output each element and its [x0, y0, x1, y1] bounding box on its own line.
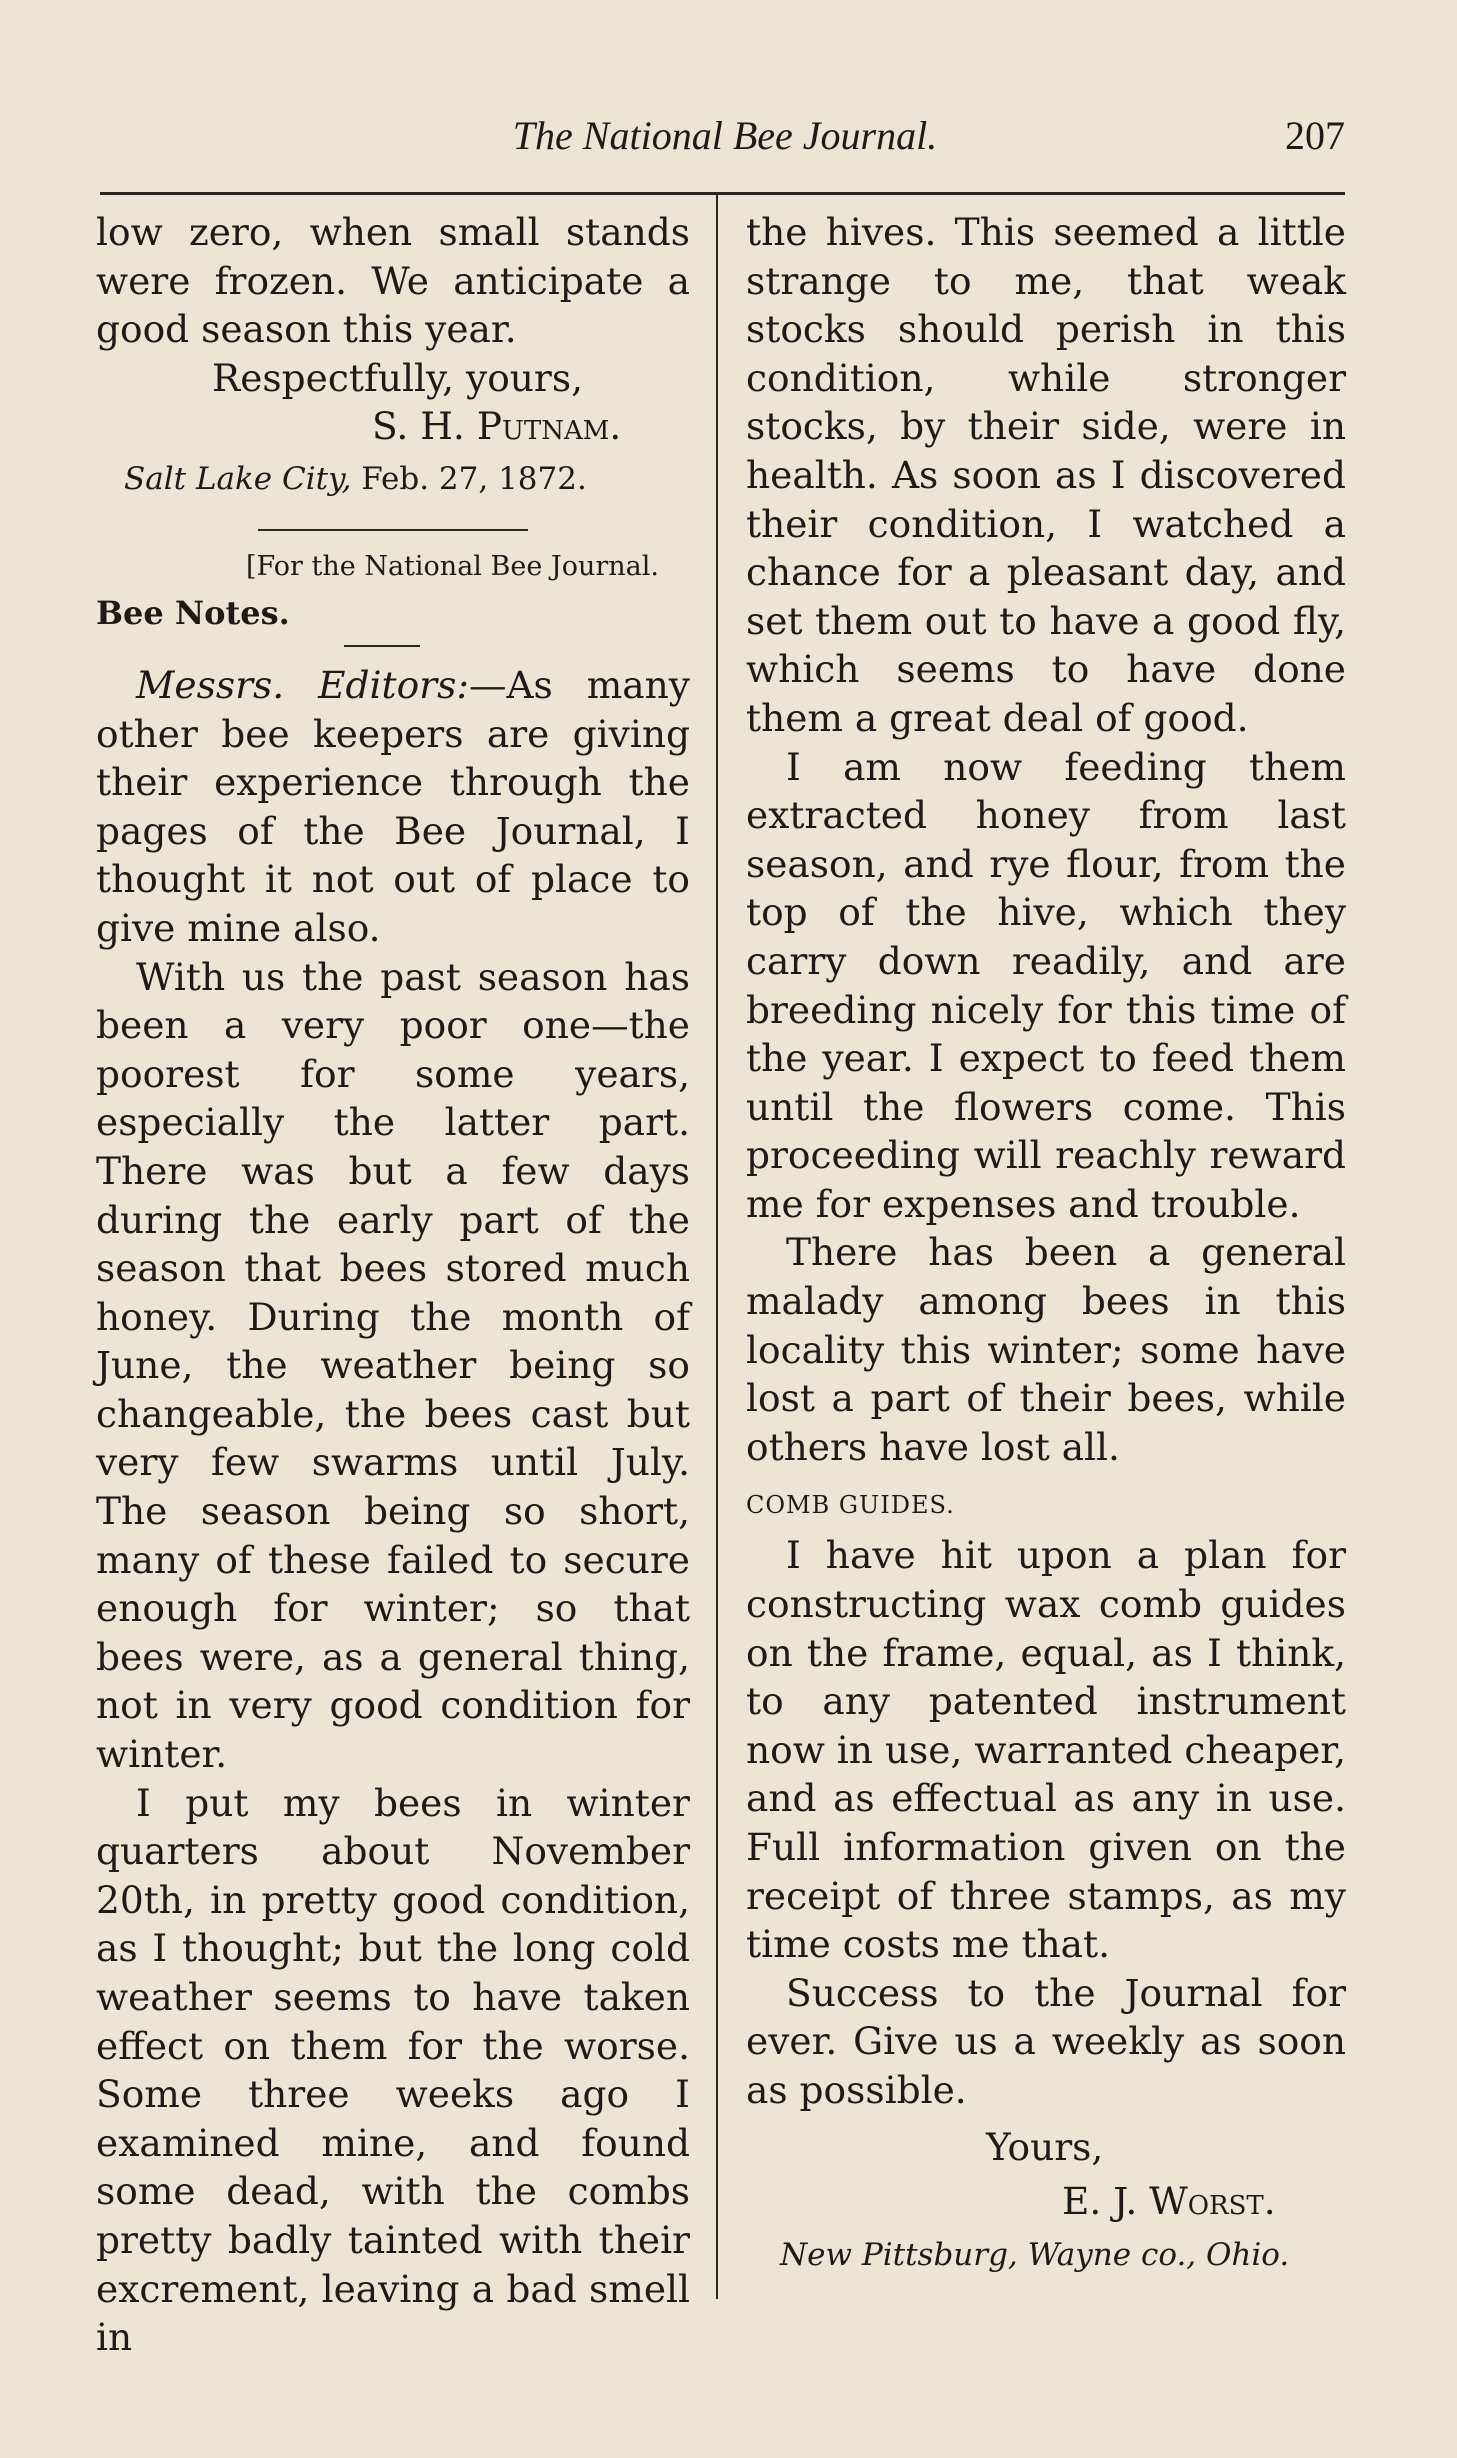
feeding-paragraph: I am now feeding them extracted honey from last season, and rye flour, from the top of the hive, which they carry down readily, and are breeding nicely for this time of the year. I expect to feed them until the flowers come. This proceeding will reachly reward me for expenses and trouble. [746, 744, 1346, 1226]
comb-guides-subheading: COMB GUIDES. [746, 1491, 955, 1520]
right-column [746, 208, 1346, 2278]
salutation: Messrs. Editors: [136, 662, 469, 707]
comb-guides-paragraph: I have hit upon a plan for constructing wax comb guides on the frame, equal, as I think, to any patented instrument now in use, warranted cheaper, and as effectual as any in use. Full information given on the receipt of three stamps, as my time costs me that. [746, 1533, 1346, 1967]
season-paragraph: With us the past season has been a very poor one—the poorest for some years, especially the latter part. There was but a few days during the early part of the season that bees stored much honey. During the month of June, the weather being so changeable, the bees cast but very few swarms until July. The season being so short, many of these failed to secure enough for winter; so that bees were, as a general thing, not in very good condition for winter. [96, 954, 690, 1777]
journal-title: The National Bee Journal. [512, 113, 938, 158]
page-number: 207 [1285, 113, 1345, 158]
letter-ending-paragraph: low zero, when small stands were frozen. We anticipate a good season this year. [96, 210, 690, 352]
dateline-place: Salt Lake City, [124, 460, 352, 497]
column-divider [716, 192, 718, 2299]
dateline-date: Feb. 27, 1872. [361, 460, 587, 497]
paragraph-text: —As many other bee keepers are giving their experience through the pages of the Bee Journal, I thought it not out of place to give mine also. [96, 662, 690, 950]
running-header [0, 108, 1457, 168]
header-rule [100, 192, 1345, 195]
article-heading: Bee Notes. [96, 593, 290, 632]
salutation-paragraph [96, 661, 690, 953]
section-divider [258, 529, 528, 531]
signature: E. J. Worst. [1062, 2179, 1276, 2224]
heading-rule [344, 645, 420, 647]
closing-line: Respectfully, yours, [212, 355, 584, 400]
closing-line: Yours, [986, 2124, 1104, 2169]
malady-paragraph: There has been a general malady among bees in this locality this winter; some have lost a part of their bees, while others have lost all. [746, 1230, 1346, 1469]
hives-paragraph: the hives. This seemed a little strange to me, that weak stocks should perish in this condition, while stronger stocks, by their side, were in health. As soon as I discovered their condition, I watched a chance for a pleasant day, and set them out to have a good fly, which seems to have done them a great deal of good. [746, 210, 1346, 740]
article-source: [For the National Bee Journal. [246, 550, 659, 582]
signature: S. H. Putnam. [372, 404, 622, 449]
dateline [96, 457, 690, 501]
success-paragraph: Success to the Journal for ever. Give us a weekly as soon as possible. [746, 1970, 1346, 2112]
winter-quarters-paragraph: I put my bees in winter quarters about November 20th, in pretty good condition, as I thought; but the long cold weather seems to have taken effect on them for the worse. Some three weeks ago I examined mine, and found some dead, with the combs pretty badly tainted with their excrement, leaving a bad smell in [96, 1780, 690, 2360]
left-column [96, 208, 690, 2362]
dateline: New Pittsburg, Wayne co., Ohio. [780, 2236, 1290, 2273]
